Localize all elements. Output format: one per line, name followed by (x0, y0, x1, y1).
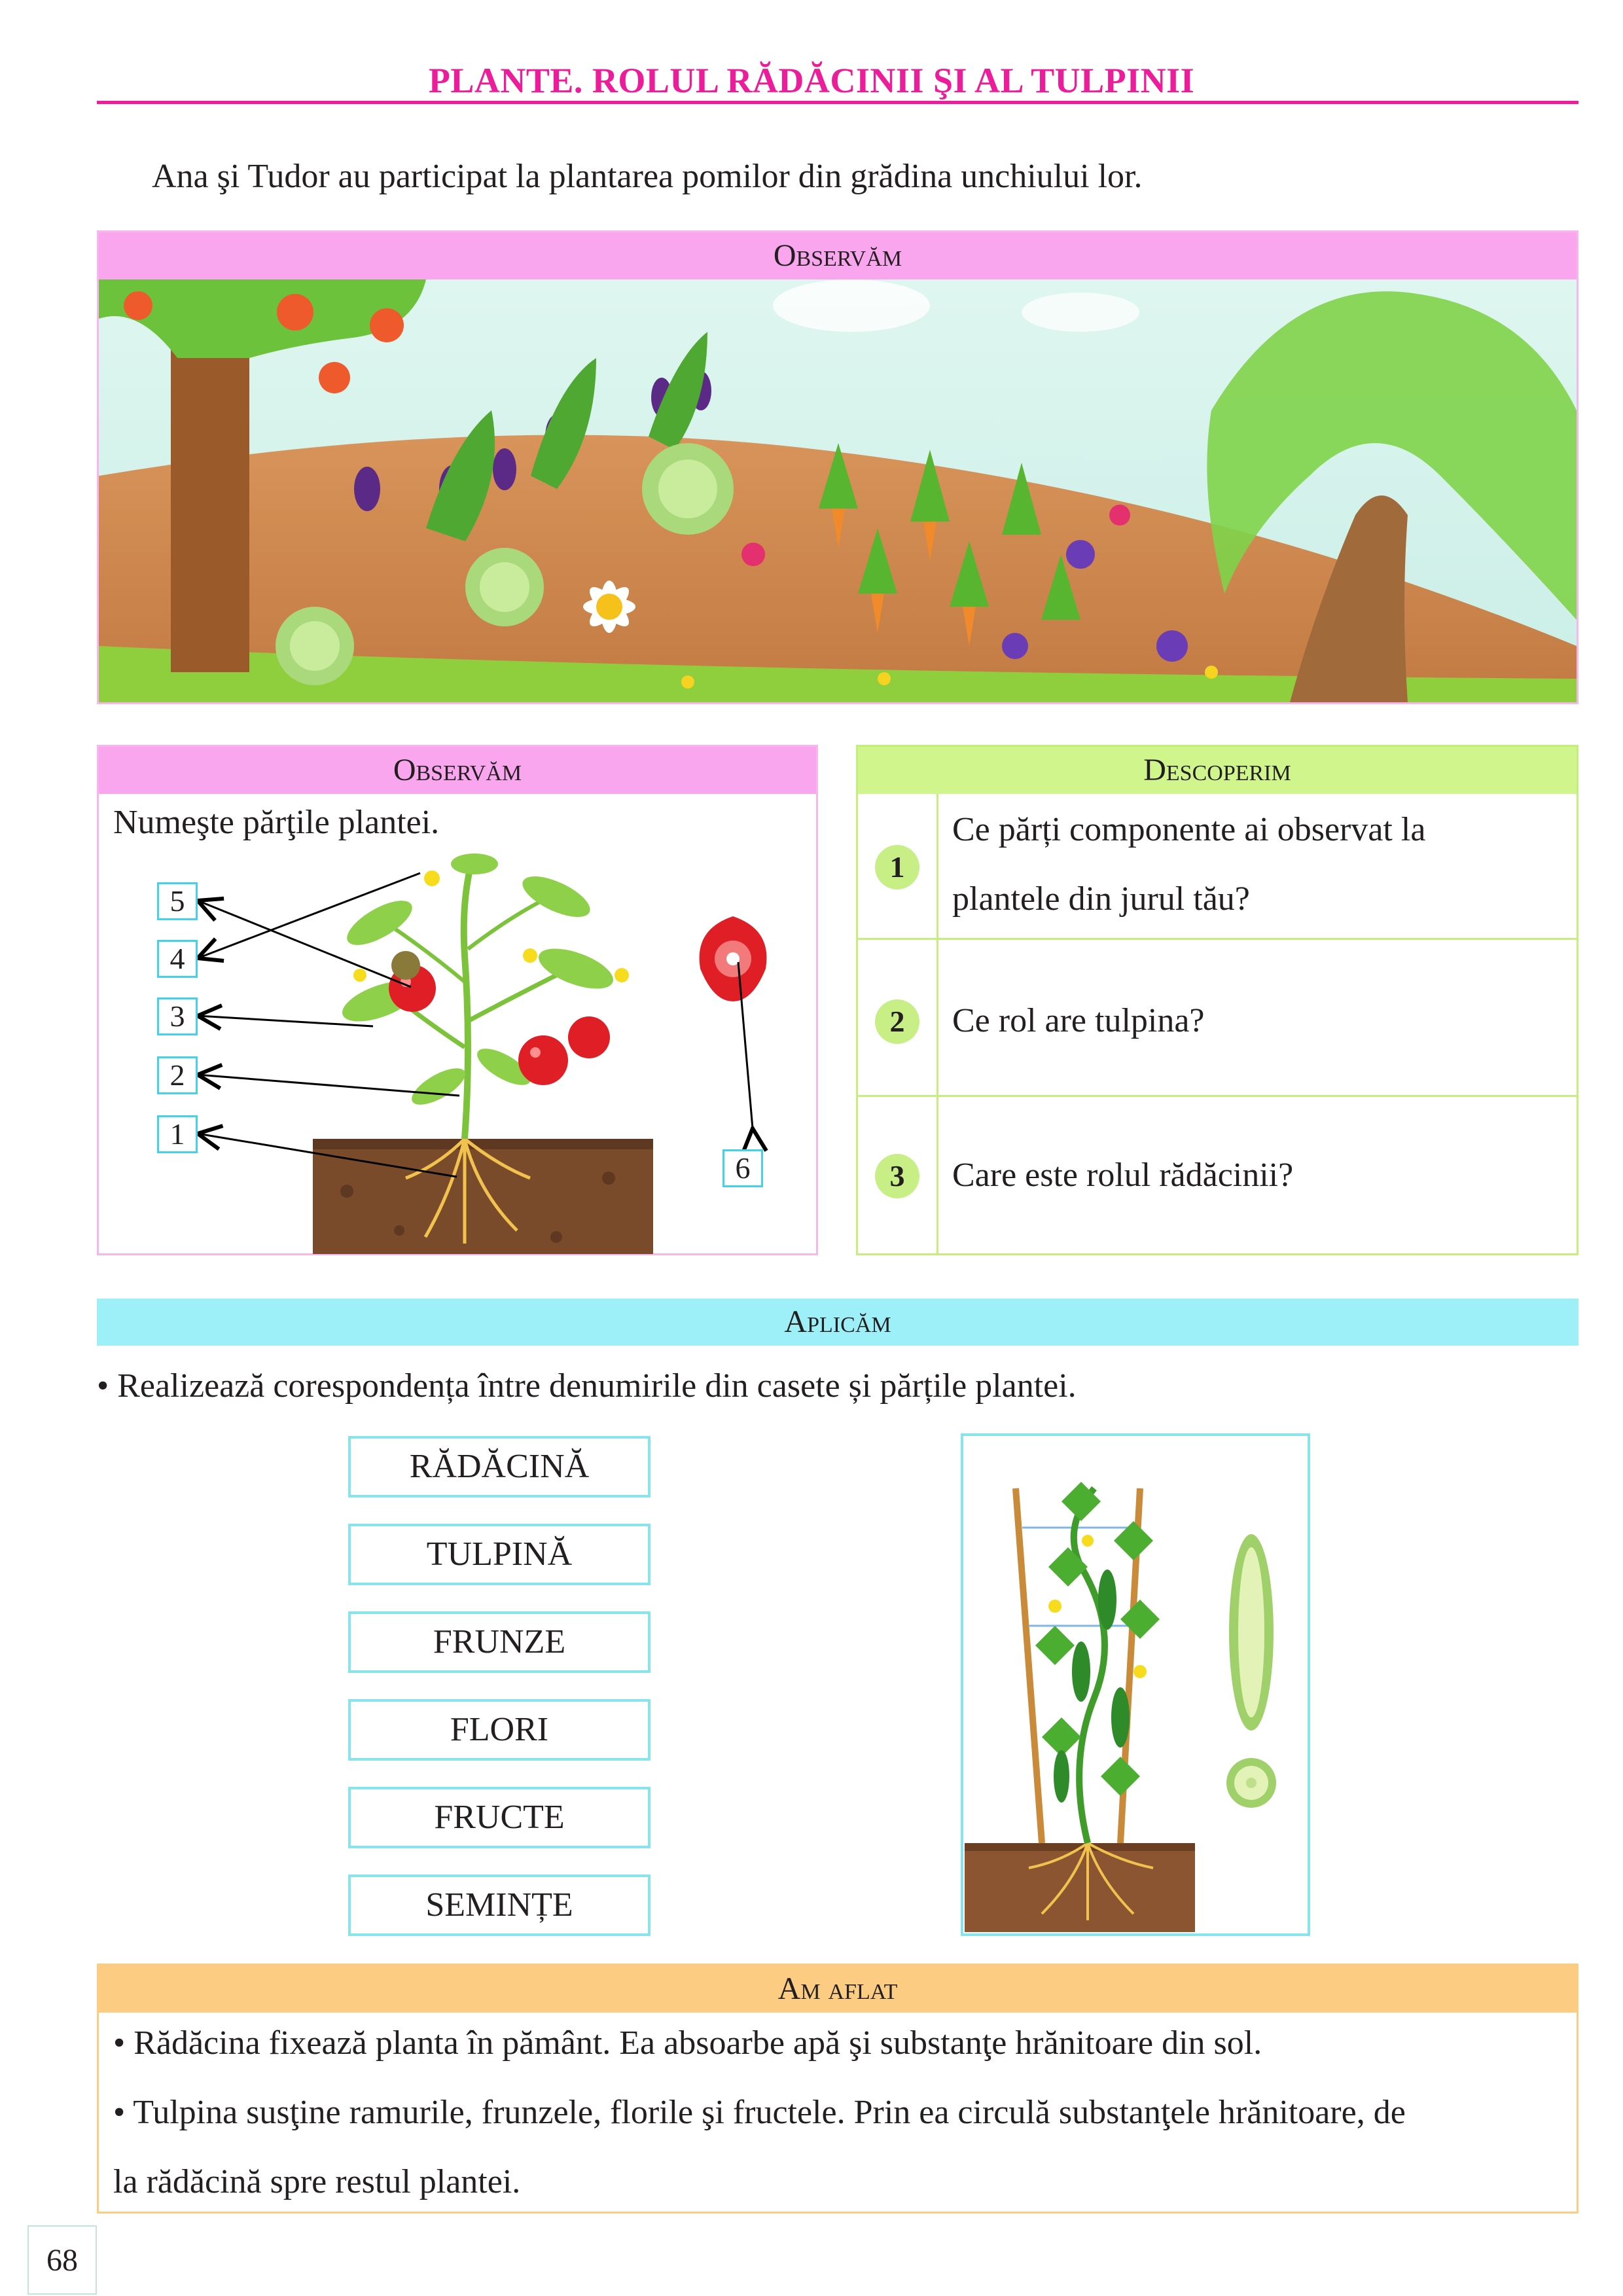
word-box-tulpina[interactable]: TULPINĂ (348, 1524, 651, 1585)
word-box-seminte[interactable]: SEMINȚE (348, 1874, 651, 1936)
cucumber-image-frame (961, 1433, 1310, 1936)
question-number-1: 1 (875, 845, 919, 889)
title-underline (97, 101, 1578, 104)
plant-label-5: 5 (157, 882, 198, 920)
observam-garden-section (97, 230, 1578, 704)
descoperim-heading: Descoperim (858, 747, 1577, 794)
descoperim-divider-1 (858, 938, 1577, 940)
garden-illustration (99, 279, 1577, 702)
question-2-text: Ce rol are tulpina? (952, 1002, 1205, 1039)
question-number-2: 2 (875, 999, 919, 1044)
question-1-line-1: Ce părți componente ai observat la (952, 811, 1426, 848)
question-1-line-2: plantele din jurul tău? (952, 880, 1250, 918)
fact-tulpina-line-2: la rădăcină spre restul plantei. (113, 2163, 521, 2200)
am-aflat-section (97, 1964, 1578, 2214)
question-number-3: 3 (875, 1154, 919, 1198)
observam-instruction: Numeşte părţile plantei. (113, 804, 440, 841)
tomato-plant-illustration (98, 851, 817, 1254)
descoperim-divider-vertical (936, 794, 938, 1253)
page-title: PLANTE. ROLUL RĂDĂCINII ŞI AL TULPINII (428, 61, 1195, 100)
descoperim-divider-2 (858, 1095, 1577, 1097)
plant-label-6: 6 (722, 1149, 763, 1187)
question-3-text: Care este rolul rădăcinii? (952, 1157, 1294, 1194)
observam-plant-heading: Observăm (99, 747, 816, 794)
observam-heading: Observăm (99, 232, 1577, 279)
page-number: 68 (27, 2225, 97, 2295)
word-box-flori[interactable]: FLORI (348, 1699, 651, 1761)
aplicam-heading: Aplicăm (97, 1299, 1578, 1346)
word-box-fructe[interactable]: FRUCTE (348, 1787, 651, 1848)
aplicam-instruction: • Realizează corespondența între denumirile din casete și părțile plantei. (97, 1367, 1077, 1405)
word-box-radacina[interactable]: RĂDĂCINĂ (348, 1436, 651, 1498)
fact-tulpina-line-1: • Tulpina susţine ramurile, frunzele, florile şi fructele. Prin ea circulă substanţele hrănitoare, de (113, 2094, 1406, 2131)
plant-label-3: 3 (157, 997, 198, 1035)
word-box-frunze[interactable]: FRUNZE (348, 1611, 651, 1673)
plant-label-1: 1 (157, 1115, 198, 1153)
cucumber-plant-illustration (963, 1436, 1308, 1933)
descoperim-section (856, 745, 1578, 1255)
intro-text: Ana şi Tudor au participat la plantarea pomilor din grădina unchiului lor. (152, 158, 1143, 195)
am-aflat-heading: Am aflat (99, 1965, 1577, 2013)
plant-label-4: 4 (157, 940, 198, 978)
fact-radacina: • Rădăcina fixează planta în pământ. Ea absoarbe apă şi substanţe hrănitoare din sol. (113, 2024, 1262, 2062)
plant-label-2: 2 (157, 1056, 198, 1094)
